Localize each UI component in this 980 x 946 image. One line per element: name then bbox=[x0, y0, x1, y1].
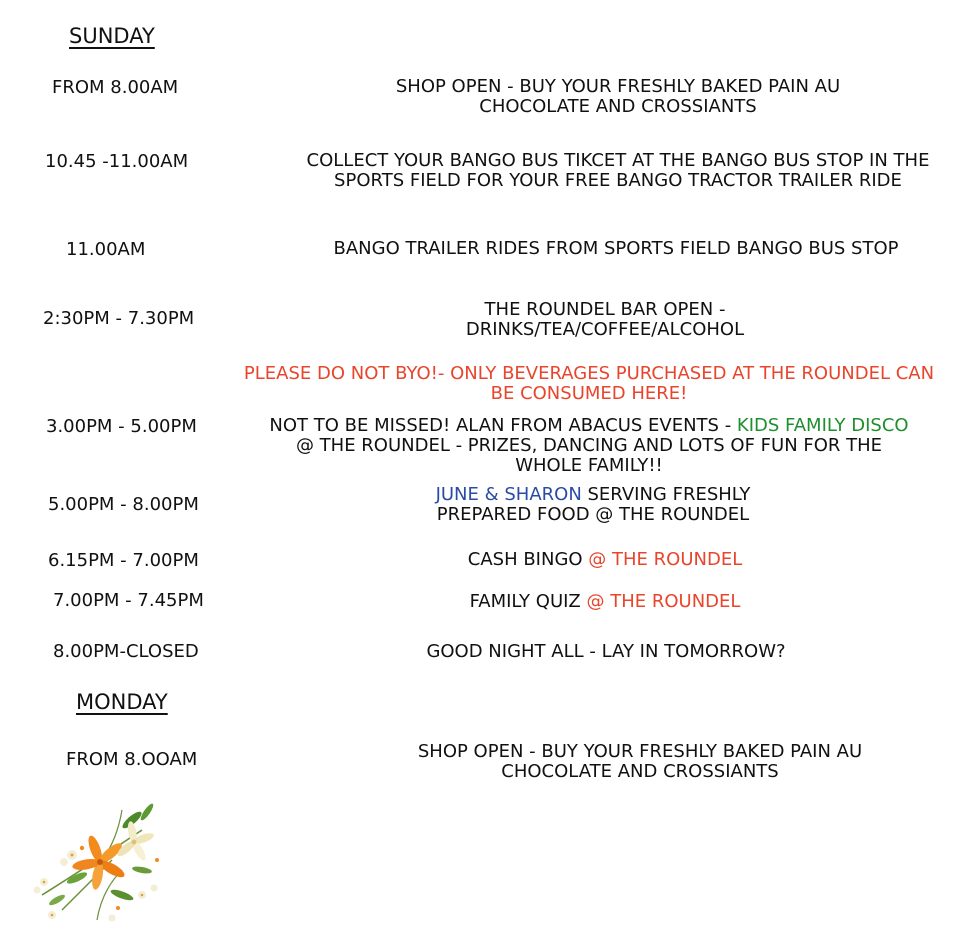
desc-shop-open bbox=[396, 77, 840, 117]
time-bus-ticket: 10.45 -11.00AM bbox=[45, 151, 189, 172]
june-sharon-highlight: JUNE & SHARON bbox=[435, 484, 582, 505]
notice-line: PLEASE DO NOT BYO!- ONLY BEVERAGES PURCHASED AT THE ROUNDEL CAN bbox=[243, 363, 935, 384]
desc-line bbox=[436, 485, 751, 505]
desc-line: CHOCOLATE AND CROSSIANTS bbox=[501, 761, 779, 782]
desc-line: GOOD NIGHT ALL - LAY IN TOMORROW? bbox=[426, 641, 786, 662]
desc-line: DRINKS/TEA/COFFEE/ALCOHOL bbox=[465, 319, 745, 340]
sunday-heading: SUNDAY bbox=[69, 24, 155, 48]
desc-line: @ THE ROUNDEL - PRIZES, DANCING AND LOTS OF FUN FOR THE bbox=[295, 435, 883, 456]
desc-line: SHOP OPEN - BUY YOUR FRESHLY BAKED PAIN AU bbox=[395, 76, 841, 97]
monday-heading: MONDAY bbox=[76, 690, 168, 714]
time-kids-disco: 3.00PM - 5.00PM bbox=[46, 416, 197, 437]
desc-monday-shop bbox=[418, 742, 862, 782]
flower-bouquet-icon bbox=[22, 800, 172, 935]
desc-line bbox=[269, 416, 908, 436]
desc-line: CHOCOLATE AND CROSSIANTS bbox=[479, 96, 757, 117]
time-bar-open: 2:30PM - 7.30PM bbox=[43, 308, 195, 329]
desc-text: SERVING FRESHLY bbox=[581, 484, 751, 505]
time-monday-shop: FROM 8.OOAM bbox=[66, 749, 198, 770]
desc-bus-ticket bbox=[307, 151, 930, 191]
desc-line: PREPARED FOOD @ THE ROUNDEL bbox=[436, 504, 750, 525]
desc-bar-open bbox=[466, 300, 744, 340]
byo-notice bbox=[244, 364, 934, 404]
time-cash-bingo: 6.15PM - 7.00PM bbox=[48, 550, 199, 571]
desc-trailer-rides bbox=[334, 239, 899, 259]
desc-line: THE ROUNDEL BAR OPEN - bbox=[484, 299, 726, 320]
desc-line: WHOLE FAMILY!! bbox=[515, 455, 663, 476]
kids-disco-highlight: KIDS FAMILY DISCO bbox=[736, 415, 909, 436]
time-closed: 8.00PM-CLOSED bbox=[53, 641, 199, 662]
roundel-highlight: @ THE ROUNDEL bbox=[588, 549, 743, 570]
desc-line: SHOP OPEN - BUY YOUR FRESHLY BAKED PAIN AU bbox=[417, 741, 863, 762]
desc-family-quiz bbox=[470, 592, 741, 612]
desc-text: CASH BINGO bbox=[467, 549, 589, 570]
desc-line: SPORTS FIELD FOR YOUR FREE BANGO TRACTOR TRAILER RIDE bbox=[334, 170, 902, 191]
notice-line: BE CONSUMED HERE! bbox=[490, 383, 688, 404]
time-family-quiz: 7.00PM - 7.45PM bbox=[53, 590, 204, 611]
roundel-highlight: @ THE ROUNDEL bbox=[586, 591, 741, 612]
time-shop-open: FROM 8.00AM bbox=[52, 77, 179, 98]
desc-kids-disco bbox=[269, 416, 908, 476]
desc-line: BANGO TRAILER RIDES FROM SPORTS FIELD BANGO BUS STOP bbox=[333, 238, 899, 259]
desc-line: COLLECT YOUR BANGO BUS TIKCET AT THE BANGO BUS STOP IN THE bbox=[306, 150, 930, 171]
time-food: 5.00PM - 8.00PM bbox=[48, 494, 199, 515]
desc-food bbox=[436, 485, 751, 525]
desc-text: NOT TO BE MISSED! ALAN FROM ABACUS EVENTS - bbox=[269, 415, 737, 436]
desc-good-night bbox=[426, 642, 785, 662]
time-trailer-rides: 11.00AM bbox=[66, 239, 146, 260]
desc-text: FAMILY QUIZ bbox=[469, 591, 587, 612]
desc-cash-bingo bbox=[468, 550, 742, 570]
